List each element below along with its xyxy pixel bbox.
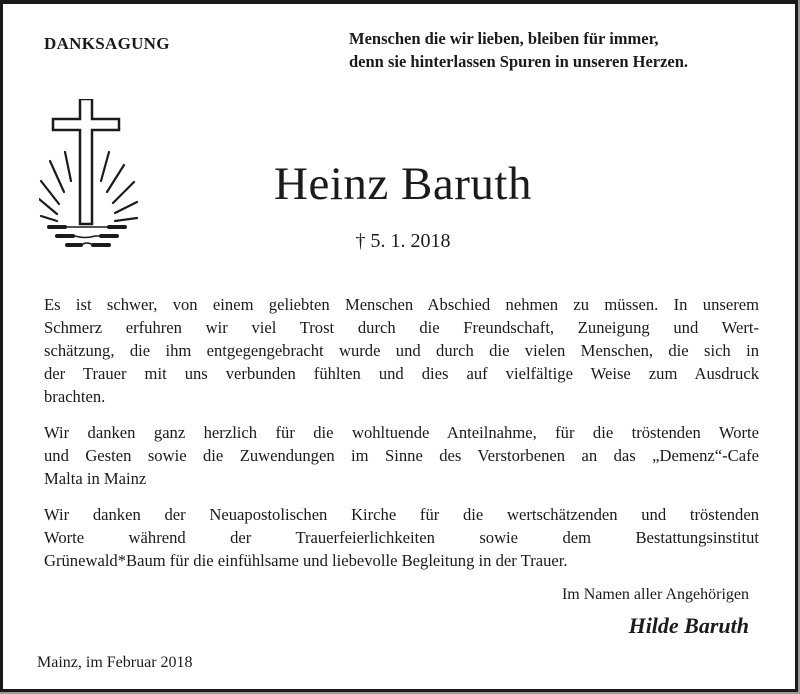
text-line: Es ist schwer, von einem geliebten Menschen Abschied nehmen zu müssen. In unserem (44, 295, 759, 314)
motto-line: denn sie hinterlassen Spuren in unseren Herzen. (349, 52, 689, 71)
text-line: Wir danken ganz herzlich für die wohltuende Anteilnahme, für die tröstenden Worte (44, 423, 759, 442)
text-line: Wir danken der Neuapostolischen Kirche für die wertschätzenden und tröstenden (44, 505, 759, 524)
place-and-date: Mainz, im Februar 2018 (37, 654, 193, 671)
text-line: Grünewald*Baum für die einfühlsame und liebevolle Begleitung in der Trauer. (44, 551, 568, 570)
deceased-name: Heinz Baruth (274, 158, 532, 210)
text-line: und Gesten sowie die Zuwendungen im Sinne des Verstorbenen an das „Demenz“-Cafe (44, 446, 759, 465)
paragraph-thanks-donations (44, 421, 759, 490)
text-line: Malta in Mainz (44, 469, 147, 488)
paragraph-thanks-condolences (44, 293, 759, 408)
motto-line: Menschen die wir lieben, bleiben für immer, (349, 29, 659, 48)
text-line: Schmerz erfuhren wir viel Trost durch die Freundschaft, Zuneigung und Wert- (44, 318, 759, 337)
text-line: schätzung, die ihm entgegengebracht wurde und durch die vielen Menschen, die sich in (44, 341, 759, 360)
text-line: Worte während der Trauerfeierlichkeiten sowie dem Bestattungsinstitut (44, 528, 759, 547)
motto (349, 27, 779, 73)
on-behalf-line: Im Namen aller Angehörigen (561, 586, 749, 603)
signer-name: Hilde Baruth (628, 613, 749, 638)
text-line: der Trauer mit uns verbunden fühlten und dies auf vielfältige Weise zum Ausdruck (44, 364, 759, 383)
notice-type-label: DANKSAGUNG (44, 34, 170, 53)
cross-with-sunrays-icon (39, 99, 139, 249)
paragraph-thanks-church-funeral-home (44, 503, 759, 572)
text-line: brachten. (44, 387, 106, 406)
death-date: † 5. 1. 2018 (355, 230, 451, 252)
